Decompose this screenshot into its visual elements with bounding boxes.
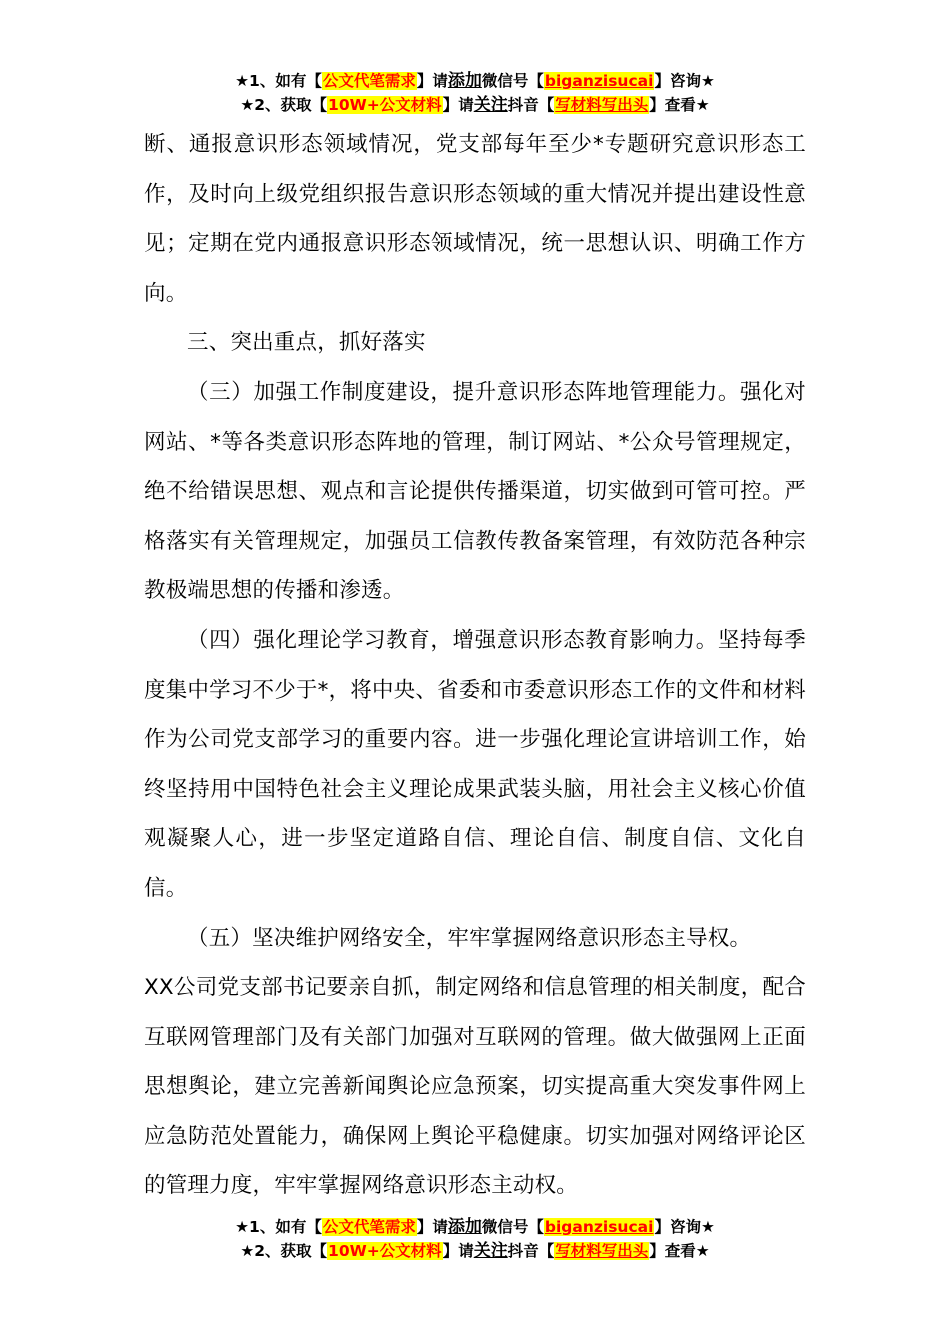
paragraph-5-title: （五）坚决维护网络安全，牢牢掌握网络意识形态主导权。 — [187, 925, 752, 951]
paragraph-4: （四）强化理论学习教育，增强意识形态教育影响力。坚持每季度集中学习不少于*，将中央、省委和市委意识形态工作的文件和材料作为公司党支部学习的重要内容。进一步强化理论宣讲培训工作，始终坚持用中国特色社会主义理论成果武装头脑，用社会主义核心价值观凝聚人心，进一步坚定道路自信、理论自信、制度自信、文化自信。 — [144, 627, 806, 901]
banner-line-1 — [0, 1215, 950, 1239]
header-banner — [0, 69, 950, 117]
banner-line-2 — [0, 93, 950, 117]
banner-emphasis: 关注 — [473, 95, 508, 115]
highlight-materials: 10W+公文材料 — [328, 96, 442, 114]
banner-line-2 — [0, 1239, 950, 1263]
banner-emphasis: 添加 — [447, 1217, 482, 1237]
banner-text: 】请 — [416, 1218, 448, 1236]
highlight-douyin-account: 写材料写出头 — [555, 1242, 649, 1260]
banner-text: 】查看★ — [649, 96, 710, 114]
section-heading-3: 三、突出重点，抓好落实 — [187, 330, 426, 356]
banner-text: 】咨询★ — [654, 72, 715, 90]
paragraph-5-body: XX公司党支部书记要亲自抓，制定网络和信息管理的相关制度，配合互联网管理部门及有关部门加强对互联网的管理。做大做强网上正面思想舆论，建立完善新闻舆论应急预案，切实提高重大突发事件网上应急防范处置能力，确保网上舆论平稳健康。切实加强对网络评论区的管理力度，牢牢掌握网络意识形态主动权。 — [144, 975, 806, 1199]
banner-text: 】请 — [442, 96, 474, 114]
banner-text: 抖音【 — [507, 96, 555, 114]
banner-text: 】请 — [442, 1242, 474, 1260]
banner-text: ★1、如有【 — [235, 1218, 322, 1236]
banner-line-1 — [0, 69, 950, 93]
banner-text: 】咨询★ — [654, 1218, 715, 1236]
banner-text: ★2、获取【 — [240, 96, 328, 114]
highlight-service: 公文代笔需求 — [322, 1218, 416, 1236]
highlight-wechat-id: biganzisucai — [544, 1218, 654, 1236]
banner-text: 微信号【 — [481, 1218, 544, 1236]
banner-emphasis: 添加 — [447, 71, 482, 91]
banner-text: 】请 — [416, 72, 448, 90]
banner-text: 】查看★ — [649, 1242, 710, 1260]
highlight-wechat-id: biganzisucai — [544, 72, 654, 90]
banner-text: ★1、如有【 — [235, 72, 322, 90]
footer-banner — [0, 1215, 950, 1263]
highlight-douyin-account: 写材料写出头 — [555, 96, 649, 114]
highlight-service: 公文代笔需求 — [322, 72, 416, 90]
banner-text: 微信号【 — [481, 72, 544, 90]
paragraph-continuation: 断、通报意识形态领域情况，党支部每年至少*专题研究意识形态工作，及时向上级党组织报告意识形态领域的重大情况并提出建设性意见；定期在党内通报意识形态领域情况，统一思想认识、明确工作方向。 — [144, 132, 806, 306]
paragraph-3: （三）加强工作制度建设，提升意识形态阵地管理能力。强化对网站、*等各类意识形态阵地的管理，制订网站、*公众号管理规定，绝不给错误思想、观点和言论提供传播渠道，切实做到可管可控。严格落实有关管理规定，加强员工信教传教备案管理，有效防范各种宗教极端思想的传播和渗透。 — [144, 379, 806, 604]
banner-text: ★2、获取【 — [240, 1242, 328, 1260]
document-body — [144, 120, 806, 1211]
highlight-materials: 10W+公文材料 — [328, 1242, 442, 1260]
banner-emphasis: 关注 — [473, 1241, 508, 1261]
banner-text: 抖音【 — [507, 1242, 555, 1260]
